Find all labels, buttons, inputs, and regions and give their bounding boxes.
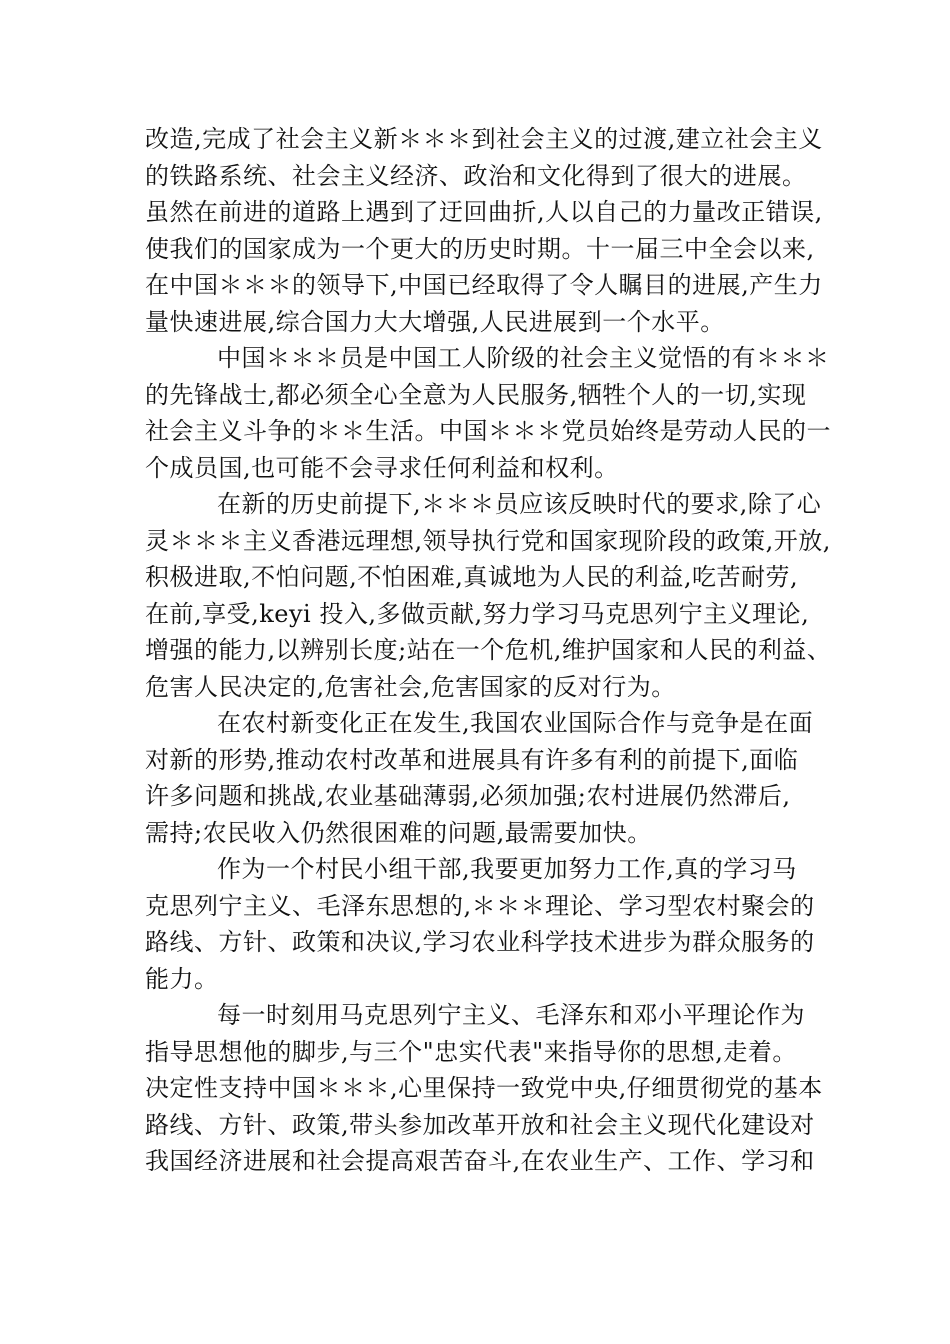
text-line: 指导思想他的脚步,与三个"忠实代表"来指导你的思想,走着。 (145, 1037, 797, 1066)
text-line: 我国经济进展和社会提高艰苦奋斗,在农业生产、工作、学习和 (145, 1147, 815, 1175)
text-line: 量快速进展,综合国力大大增强,人民进展到一个水平。 (145, 307, 725, 336)
text-line: 决定性支持中国＊＊＊,心里保持一致党中央,仔细贯彻党的基本 (145, 1074, 823, 1102)
paragraph-first-line: 在新的历史前提下,＊＊＊员应该反映时代的要求,除了心 (217, 490, 822, 518)
paragraph-first-line: 在农村新变化正在发生,我国农业国际合作与竞争是在面 (217, 709, 814, 737)
text-line: 增强的能力,以辨别长度;站在一个危机,维护国家和人民的利益、 (145, 636, 832, 664)
text-line: 路线、方针、政策和决议,学习农业科学技术进步为群众服务的 (145, 928, 815, 956)
text-line: 的先锋战士,都必须全心全意为人民服务,牺牲个人的一切,实现 (145, 380, 807, 409)
text-line: 能力。 (145, 964, 219, 993)
text-line: 克思列宁主义、毛泽东思想的,＊＊＊理论、学习型农村聚会的 (145, 891, 815, 920)
text-line: 个成员国,也可能不会寻求任何利益和权利。 (145, 453, 619, 482)
text-line: 许多问题和挑战,农业基础薄弱,必须加强;农村进展仍然滞后, (145, 782, 791, 810)
text-line: 虽然在前进的道路上遇到了迂回曲折,人以自己的力量改正错误, (145, 198, 823, 226)
text-line: 在前,享受,keyi 投入,多做贡献,努力学习马克思列宁主义理论, (145, 599, 810, 628)
text-line: 在中国＊＊＊的领导下,中国已经取得了令人瞩目的进展,产生力 (145, 271, 823, 299)
text-line: 的铁路系统、社会主义经济、政治和文化得到了很大的进展。 (145, 161, 807, 190)
text-line: 对新的形势,推动农村改革和进展具有许多有利的前提下,面临 (145, 745, 799, 774)
paragraph-first-line: 中国＊＊＊员是中国工人阶级的社会主义觉悟的有＊＊＊ (217, 344, 830, 372)
text-line: 危害人民决定的,危害社会,危害国家的反对行为。 (145, 672, 676, 701)
text-line: 改造,完成了社会主义新＊＊＊到社会主义的过渡,建立社会主义 (145, 125, 823, 153)
text-line: 社会主义斗争的＊＊生活。中国＊＊＊党员始终是劳动人民的一 (145, 417, 831, 445)
text-line: 灵＊＊＊主义香港远理想,领导执行党和国家现阶段的政策,开放, (145, 526, 831, 555)
text-line: 积极进取,不怕问题,不怕困难,真诚地为人民的利益,吃苦耐劳, (145, 563, 799, 591)
text-line: 路线、方针、政策,带头参加改革开放和社会主义现代化建设对 (145, 1110, 815, 1139)
text-line: 需持;农民收入仍然很困难的问题,最需要加快。 (145, 818, 652, 847)
paragraph-first-line: 作为一个村民小组干部,我要更加努力工作,真的学习马 (217, 855, 797, 883)
paragraph-first-line: 每一时刻用马克思列宁主义、毛泽东和邓小平理论作为 (217, 1001, 805, 1029)
body-text (145, 121, 832, 1180)
text-line: 使我们的国家成为一个更大的历史时期。十一届三中全会以来, (145, 234, 815, 263)
